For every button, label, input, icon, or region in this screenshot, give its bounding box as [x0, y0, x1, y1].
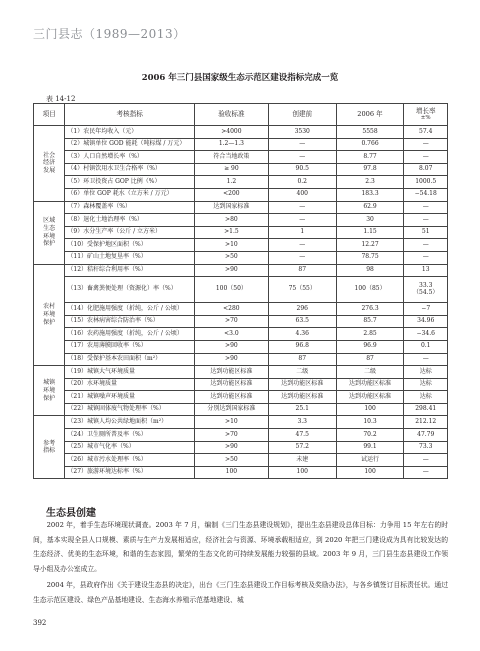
indicator-cell: （1）农民年均收入（元） — [65, 126, 195, 139]
before-value-cell: 90.5 — [268, 163, 336, 176]
indicator-cell: （11）矿山土地复垦率（%） — [65, 251, 195, 264]
before-value-cell: 57.2 — [268, 441, 336, 454]
before-value-cell: 100 — [268, 466, 336, 479]
growth-cell: −34.6 — [404, 328, 448, 341]
table-row — [34, 353, 448, 366]
acceptance-cell: >50 — [194, 251, 268, 264]
before-value-cell: 400 — [268, 188, 336, 201]
indicator-cell: （4）村镇饮用水卫生合格率（%） — [65, 163, 195, 176]
indicator-cell: （7）森林覆盖率（%） — [65, 201, 195, 214]
acceptance-cell: 100 — [194, 466, 268, 479]
value-2006-cell: 100 — [336, 466, 404, 479]
value-2006-cell: 二级 — [336, 366, 404, 379]
table-row — [34, 303, 448, 316]
growth-cell: 0.1 — [404, 340, 448, 353]
growth-cell: 298.41 — [404, 403, 448, 416]
value-2006-cell: 达到功能区标准 — [336, 378, 404, 391]
growth-cell: — — [404, 214, 448, 227]
indicator-cell: （26）城市污水处理率（%） — [65, 454, 195, 467]
col-growth-label: 增长率 — [415, 106, 436, 115]
before-value-cell: — — [268, 239, 336, 252]
indicator-cell: （22）城镇固体废气物处理率（%） — [65, 403, 195, 416]
indicator-cell: （2）城镇单位 GOD 能耗（吨标煤 / 万元） — [65, 138, 195, 151]
table-row — [34, 251, 448, 264]
value-2006-cell: 97.8 — [336, 163, 404, 176]
acceptance-cell: <3.0 — [194, 328, 268, 341]
table-header-row — [34, 104, 448, 126]
category-label-line: 社会 — [43, 151, 56, 159]
indicator-cell: （21）城镇噪声环境质量 — [65, 391, 195, 404]
growth-cell: — — [404, 138, 448, 151]
table-row — [34, 366, 448, 379]
category-label-line: 环境 — [43, 386, 56, 394]
table-row — [34, 429, 448, 442]
acceptance-cell: >70 — [194, 315, 268, 328]
growth-cell: — — [404, 353, 448, 366]
acceptance-cell: 分别达到国家标准 — [194, 403, 268, 416]
category-cell — [34, 201, 65, 264]
indicator-cell: （16）农药施用强度（折纯，公斤 / 公顷） — [65, 328, 195, 341]
indicator-cell: （8）退化土地治理率（%） — [65, 214, 195, 227]
before-value-cell: 二级 — [268, 366, 336, 379]
table-row — [34, 391, 448, 404]
growth-cell: −7 — [404, 303, 448, 316]
table-row — [34, 454, 448, 467]
acceptance-cell: >90 — [194, 340, 268, 353]
acceptance-cell: 达到功能区标准 — [194, 378, 268, 391]
growth-cell: — — [404, 151, 448, 164]
growth-value: 33.3 — [419, 282, 433, 290]
table-row — [34, 214, 448, 227]
before-value-cell: 3.3 — [268, 416, 336, 429]
table-row — [34, 138, 448, 151]
acceptance-cell: >1.5 — [194, 226, 268, 239]
running-header: 三门县志（1989—2013） — [33, 27, 186, 41]
before-value-cell: 96.8 — [268, 340, 336, 353]
growth-cell: — — [404, 466, 448, 479]
category-label-line: 指标 — [43, 447, 56, 455]
indicator-cell: （15）农林病害综合防治率（%） — [65, 315, 195, 328]
value-2006-cell: 2.85 — [336, 328, 404, 341]
before-value-cell: 1 — [268, 226, 336, 239]
value-2006-cell: 85.7 — [336, 315, 404, 328]
page-number: 392 — [33, 619, 47, 627]
value-2006-cell: 1.15 — [336, 226, 404, 239]
value-2006-cell: 100 — [336, 403, 404, 416]
growth-cell: −54.18 — [404, 188, 448, 201]
before-value-cell: 达到功能区标准 — [268, 391, 336, 404]
before-value-cell: — — [268, 201, 336, 214]
table-row — [34, 176, 448, 189]
indicator-cell: （9）水分生产率（公斤 / 立方米） — [65, 226, 195, 239]
growth-cell: 34.96 — [404, 315, 448, 328]
table-row — [34, 264, 448, 277]
category-label-line: 城镇 — [43, 379, 56, 387]
col-indicator: 考核指标 — [65, 104, 195, 126]
section-title: 生态县创建 — [46, 508, 96, 519]
value-2006-cell: 0.766 — [336, 138, 404, 151]
before-value-cell: 4.36 — [268, 328, 336, 341]
table-row — [34, 151, 448, 164]
indicator-cell: （14）化肥施用强度（折纯，公斤 / 公顷） — [65, 303, 195, 316]
table-row — [34, 277, 448, 303]
acceptance-cell: <280 — [194, 303, 268, 316]
table-row — [34, 163, 448, 176]
acceptance-cell: >50 — [194, 454, 268, 467]
before-value-cell: 75（55） — [268, 277, 336, 303]
value-2006-cell: 10.3 — [336, 416, 404, 429]
growth-cell: 57.4 — [404, 126, 448, 139]
category-label-line: 保护 — [43, 240, 56, 248]
before-value-cell: 未建 — [268, 454, 336, 467]
category-label-line: 经济 — [43, 159, 56, 167]
category-label-line: 农村 — [43, 303, 56, 311]
growth-cell: 47.79 — [404, 429, 448, 442]
table-row — [34, 315, 448, 328]
growth-cell: 达标 — [404, 378, 448, 391]
acceptance-cell: >10 — [194, 416, 268, 429]
col-acceptance: 验收标准 — [194, 104, 268, 126]
category-cell — [34, 126, 65, 202]
col-2006: 2006 年 — [336, 104, 404, 126]
value-2006-cell: 2.3 — [336, 176, 404, 189]
indicator-cell: （18）受保护基本农田面积（m²） — [65, 353, 195, 366]
value-2006-cell: 98 — [336, 264, 404, 277]
acceptance-cell: 达到功能区标准 — [194, 391, 268, 404]
value-2006-cell: 30 — [336, 214, 404, 227]
acceptance-cell: >90 — [194, 353, 268, 366]
table-row — [34, 416, 448, 429]
growth-cell: 13 — [404, 264, 448, 277]
value-2006-cell: 100（85） — [336, 277, 404, 303]
growth-cell: — — [404, 239, 448, 252]
value-2006-cell: 达到功能区标准 — [336, 391, 404, 404]
category-label-line: 参考 — [43, 439, 56, 447]
table-number: 表 14-12 — [46, 95, 76, 103]
before-value-cell: 87 — [268, 264, 336, 277]
growth-value-secondary: （54.5） — [413, 288, 439, 296]
before-value-cell: 0.2 — [268, 176, 336, 189]
category-label-line: 保护 — [43, 318, 56, 326]
category-cell — [34, 264, 65, 366]
before-value-cell: — — [268, 251, 336, 264]
acceptance-cell: 100（50） — [194, 277, 268, 303]
category-label-line: 区域 — [43, 216, 56, 224]
col-growth-unit: ±% — [420, 115, 431, 122]
paragraph: 2002 年，着手生态环境现状调查。2003 年 7 月，编制《三门生态县建设规划》，提出生态县建设总体目标：力争用 15 年左右的时间，基本实现全县人口规模、素质与生产力发展相适应，经济社会与资源、环境承载相适应，到 2020 年把三门建设成为具有比较发达的生态经济、优美的生态环境，和谐的生态家园，繁荣的生态文化的可持续发展能力较强的县域。2003 年 9 月，三门县生态县建设工作领导小组及办公室成立。 — [33, 521, 448, 573]
before-value-cell: — — [268, 138, 336, 151]
value-2006-cell: 183.3 — [336, 188, 404, 201]
growth-cell: — — [404, 251, 448, 264]
indicator-cell: （6）单位 GOP 耗水（立方米 / 万元） — [65, 188, 195, 201]
value-2006-cell: 70.2 — [336, 429, 404, 442]
before-value-cell: 达到功能区标准 — [268, 378, 336, 391]
table-row — [34, 340, 448, 353]
col-item: 项目 — [34, 104, 65, 126]
acceptance-cell: >70 — [194, 429, 268, 442]
acceptance-cell: ≥ 90 — [194, 163, 268, 176]
acceptance-cell: >90 — [194, 264, 268, 277]
category-cell — [34, 416, 65, 479]
indicator-cell: （23）城镇人均公共绿地面积（m²） — [65, 416, 195, 429]
indicator-cell: （17）农用薄膜回收率（%） — [65, 340, 195, 353]
category-label-line: 环境 — [43, 232, 56, 240]
growth-cell: 达标 — [404, 366, 448, 379]
acceptance-cell: >80 — [194, 214, 268, 227]
value-2006-cell: 8.77 — [336, 151, 404, 164]
indicator-cell: （10）受保护地区面积（%） — [65, 239, 195, 252]
indicator-cell: （19）城镇大气环境质量 — [65, 366, 195, 379]
value-2006-cell: 试运行 — [336, 454, 404, 467]
table-row — [34, 239, 448, 252]
table-row — [34, 466, 448, 479]
category-label-line: 生态 — [43, 224, 56, 232]
value-2006-cell: 96.9 — [336, 340, 404, 353]
before-value-cell: — — [268, 151, 336, 164]
value-2006-cell: 78.75 — [336, 251, 404, 264]
table-row — [34, 441, 448, 454]
table-title: 2006 年三门县国家级生态示范区建设指标完成一览 — [141, 73, 339, 83]
col-growth — [404, 104, 448, 126]
growth-cell: 1000.5 — [404, 176, 448, 189]
indicator-table — [33, 103, 448, 479]
value-2006-cell: 5558 — [336, 126, 404, 139]
table-row — [34, 226, 448, 239]
category-label-line: 环境 — [43, 310, 56, 318]
table-row — [34, 378, 448, 391]
indicator-cell: （20）水环境质量 — [65, 378, 195, 391]
before-value-cell: 296 — [268, 303, 336, 316]
category-label-line: 发展 — [43, 167, 56, 175]
table-row — [34, 403, 448, 416]
growth-cell: 212.12 — [404, 416, 448, 429]
acceptance-cell: 达到国家标准 — [194, 201, 268, 214]
acceptance-cell: >10 — [194, 239, 268, 252]
acceptance-cell: 1.2—1.3 — [194, 138, 268, 151]
table-row — [34, 328, 448, 341]
growth-cell: 8.07 — [404, 163, 448, 176]
before-value-cell: 3530 — [268, 126, 336, 139]
indicator-cell: （5）环卫投资占 GOP 比例（%） — [65, 176, 195, 189]
value-2006-cell: 12.27 — [336, 239, 404, 252]
before-value-cell: 47.5 — [268, 429, 336, 442]
table-row — [34, 188, 448, 201]
table-row — [34, 126, 448, 139]
growth-cell: 73.3 — [404, 441, 448, 454]
category-label-line: 保护 — [43, 394, 56, 402]
growth-cell: 达标 — [404, 391, 448, 404]
indicator-cell: （27）旅游环境达标率（%） — [65, 466, 195, 479]
table-row — [34, 201, 448, 214]
growth-cell: — — [404, 201, 448, 214]
value-2006-cell: 87 — [336, 353, 404, 366]
acceptance-cell: 符合当地政策 — [194, 151, 268, 164]
before-value-cell: 63.5 — [268, 315, 336, 328]
indicator-cell: （25）城市气化率（%） — [65, 441, 195, 454]
indicator-cell: （3）人口自然增长率（%） — [65, 151, 195, 164]
value-2006-cell: 99.1 — [336, 441, 404, 454]
acceptance-cell: 达到功能区标准 — [194, 366, 268, 379]
growth-cell: — — [404, 454, 448, 467]
before-value-cell: — — [268, 214, 336, 227]
indicator-cell: （24）卫生厕所普及率（%） — [65, 429, 195, 442]
acceptance-cell: <200 — [194, 188, 268, 201]
value-2006-cell: 276.3 — [336, 303, 404, 316]
category-cell — [34, 366, 65, 416]
acceptance-cell: 1.2 — [194, 176, 268, 189]
value-2006-cell: 62.9 — [336, 201, 404, 214]
growth-cell — [404, 277, 448, 303]
growth-cell: 51 — [404, 226, 448, 239]
acceptance-cell: >4000 — [194, 126, 268, 139]
before-value-cell: 87 — [268, 353, 336, 366]
before-value-cell: 25.1 — [268, 403, 336, 416]
indicator-cell: （13）畜禽粪便处理（资源化）率（%） — [65, 277, 195, 303]
acceptance-cell: >90 — [194, 441, 268, 454]
col-before: 创建前 — [268, 104, 336, 126]
indicator-cell: （12）秸秆综合利用率（%） — [65, 264, 195, 277]
paragraph: 2004 年，县政府作出《关于建设生态县的决定》，出台《三门生态县建设工作目标考核及奖励办法》，与各乡镇签订目标责任状。通过生态示范区建设、绿色产品基地建设、生态海水养殖示范基地建设、城 — [33, 581, 448, 604]
